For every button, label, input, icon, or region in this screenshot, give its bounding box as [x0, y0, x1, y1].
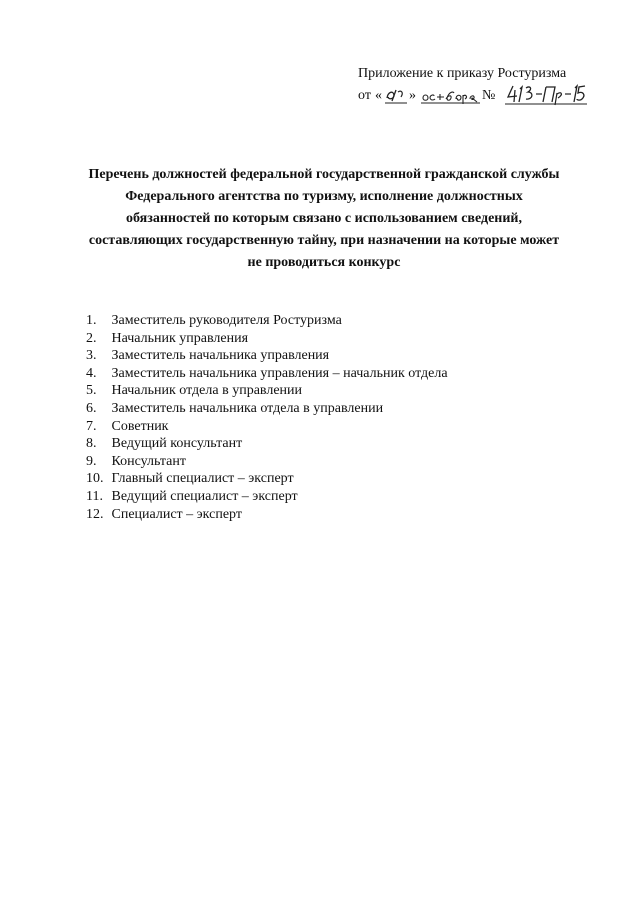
annex-heading: Приложение к приказу Ростуризма	[358, 66, 567, 81]
item-label: Заместитель начальника отдела в управлении	[111, 400, 384, 416]
item-number: 10.	[86, 471, 104, 487]
handwritten-month	[420, 86, 480, 106]
item-number: 9.	[86, 453, 97, 469]
quote-close: »	[409, 88, 416, 103]
handwritten-day	[384, 86, 408, 106]
item-number: 12.	[86, 506, 104, 522]
item-number: 6.	[86, 400, 97, 416]
list-item	[86, 400, 448, 418]
item-number: 5.	[86, 383, 97, 399]
item-number: 2.	[86, 330, 97, 346]
handwritten-order-number	[505, 82, 587, 108]
item-label: Советник	[111, 418, 169, 434]
from-prefix: от	[358, 88, 371, 103]
title-line: составляющих государственную тайну, при назначении на которые может	[88, 233, 560, 248]
title-line: Перечень должностей федеральной государственной гражданской службы	[88, 167, 560, 182]
list-item	[86, 330, 448, 348]
item-number: 1.	[86, 313, 97, 328]
title-line: обязанностей по которым связано с использованием сведений,	[126, 211, 522, 226]
item-label: Ведущий специалист – эксперт	[111, 488, 298, 504]
number-sign: №	[482, 88, 496, 103]
item-number: 4.	[86, 365, 97, 381]
order-reference	[358, 86, 590, 110]
item-label: Начальник управления	[111, 330, 249, 346]
positions-list	[86, 312, 448, 523]
item-number: 3.	[86, 348, 97, 364]
list-item	[86, 418, 448, 436]
item-label: Ведущий консультант	[111, 436, 243, 452]
item-label: Заместитель руководителя Ростуризма	[111, 313, 342, 328]
item-label: Заместитель начальника управления	[111, 348, 330, 364]
document-title	[50, 164, 598, 274]
quote-open: «	[375, 88, 382, 103]
item-number: 11.	[86, 488, 103, 504]
title-line: не проводиться конкурс	[247, 255, 401, 270]
item-label: Начальник отдела в управлении	[111, 383, 303, 399]
item-number: 8.	[86, 436, 97, 452]
item-label: Консультант	[111, 453, 186, 469]
list-item	[86, 506, 448, 524]
item-label: Главный специалист – эксперт	[111, 471, 294, 487]
title-line: Федерального агентства по туризму, исполнение должностных	[125, 189, 523, 204]
list-item	[86, 435, 448, 453]
item-label: Заместитель начальника управления – начальник отдела	[111, 365, 448, 381]
item-number: 7.	[86, 418, 97, 434]
list-item	[86, 470, 448, 488]
list-item	[86, 453, 448, 471]
list-item	[86, 347, 448, 365]
item-label: Специалист – эксперт	[111, 506, 242, 522]
list-item	[86, 312, 448, 330]
list-item	[86, 382, 448, 400]
list-item	[86, 365, 448, 383]
list-item	[86, 488, 448, 506]
